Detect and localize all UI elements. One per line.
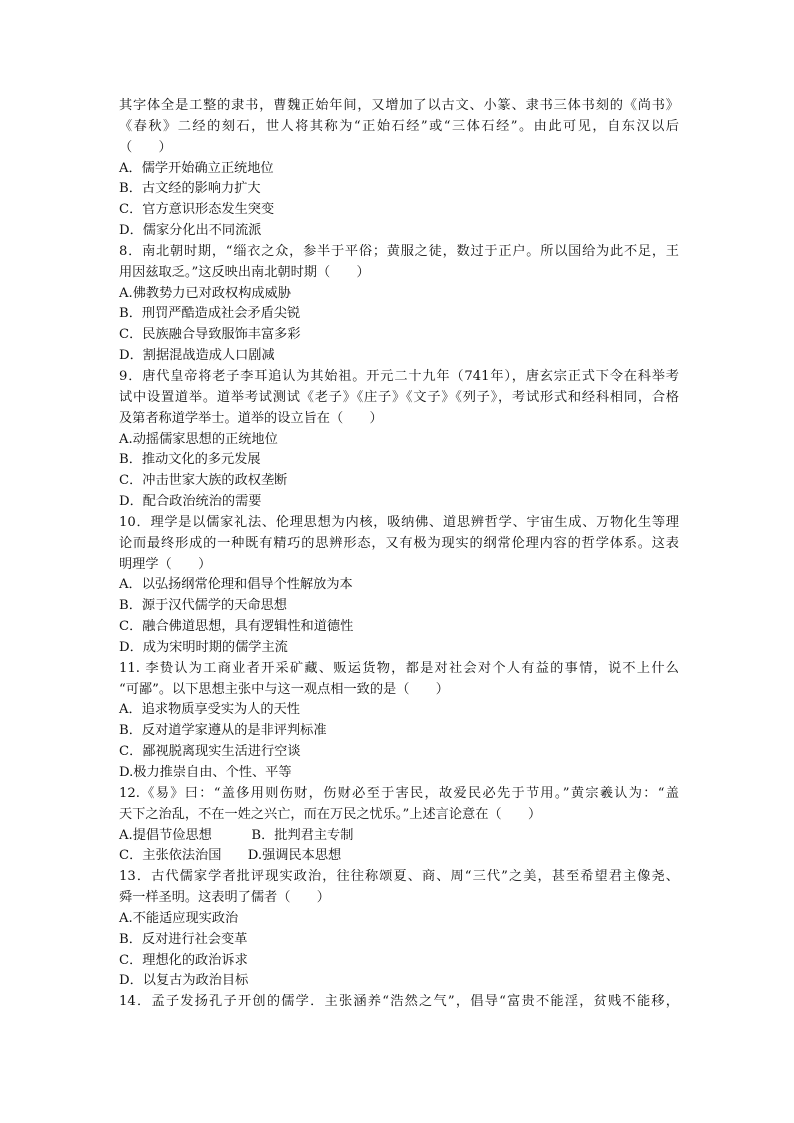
text-line: A.动摇儒家思想的正统地位	[119, 431, 278, 447]
text-line: 论而最终形成的一种既有精巧的思辨形态，又有极为现实的纲常伦理内容的哲学体系。这表	[119, 535, 679, 551]
text-line: B．推动文化的多元发展	[119, 452, 261, 468]
text-line: 11. 李贽认为工商业者开采矿藏、贩运货物，都是对社会对个人有益的事情，说不上什么	[119, 660, 679, 676]
text-line: B．刑罚严酷造成社会矛盾尖锐	[119, 306, 301, 322]
text-line: C．民族融合导致服饰丰富多彩	[119, 327, 301, 343]
text-line: D．配合政治统治的需要	[119, 494, 262, 510]
text-line: 14．孟子发扬孔子开创的儒学．主张涵养“浩然之气”，倡导“富贵不能淫，贫贱不能移，	[119, 994, 679, 1010]
text-line: 试中设置道举。道举考试测试《老子》《庄子》《文子》《列子》，考试形式和经科相同，合格	[119, 389, 679, 405]
text-line: 《春秋》二经的刻石，世人将其称为“正始石经”或“三体石经”。由此可见，自东汉以后	[119, 118, 679, 134]
text-line: B．反对道学家遵从的是非评判标准	[119, 723, 327, 739]
text-line: B．源于汉代儒学的天命思想	[119, 598, 287, 614]
text-line: D．儒家分化出不同流派	[119, 223, 262, 239]
text-line: 10．理学是以儒家礼法、伦理思想为内核，吸纳佛、道思辨哲学、宇宙生成、万物化生等理	[119, 514, 679, 530]
text-line: 舜一样圣明。这表明了儒者（ ）	[119, 890, 330, 906]
text-line: A.不能适应现实政治	[119, 910, 239, 926]
text-line: 12.《易》曰：“盖侈用则伤财，伤财必至于害民，故爱民必先于节用。”黄宗羲认为：“盖	[119, 785, 679, 801]
text-line: 8．南北朝时期，“缁衣之众，参半于平俗；黄服之徒，数过于正户。所以国给为此不足，王	[119, 243, 679, 259]
text-line: 及第者称道学举士。道举的设立旨在（ ）	[119, 410, 383, 426]
text-line: A．儒学开始确立正统地位	[119, 160, 274, 176]
text-line: “可鄙”。以下思想主张中与这一观点相一致的是（ ）	[119, 681, 449, 697]
text-line: C．冲击世家大族的政权垄断	[119, 473, 288, 489]
text-line: D．割据混战造成人口剧减	[119, 348, 275, 364]
text-line: 明理学（ ）	[119, 556, 212, 572]
text-line: C．鄙视脱离现实生活进行空谈	[119, 744, 301, 760]
text-line: C．官方意识形态发生突变	[119, 202, 275, 218]
text-line: A.提倡节俭思想 B．批判君主专制	[119, 827, 354, 843]
text-line: C．主张依法治国 D.强调民本思想	[119, 848, 342, 864]
text-line: D．成为宋明时期的儒学主流	[119, 639, 288, 655]
text-line: 13．古代儒家学者批评现实政治，往往称颂夏、商、周“三代”之美，甚至希望君主像尧、	[119, 869, 679, 885]
text-line: A．追求物质享受实为人的天性	[119, 702, 300, 718]
text-line: A.佛教势力已对政权构成威胁	[119, 285, 291, 301]
text-line: B．古文经的影响力扩大	[119, 181, 261, 197]
text-line: 天下之治乱，不在一姓之兴亡，而在万民之忧乐。”上述言论意在（ ）	[119, 806, 542, 822]
text-line: C．融合佛道思想，具有逻辑性和道德性	[119, 619, 354, 635]
text-line: 其字体全是工整的隶书，曹魏正始年间，又增加了以古文、小篆、隶书三体书刻的《尚书》	[119, 98, 679, 113]
text-line: B．反对进行社会变革	[119, 931, 248, 947]
text-line: 9．唐代皇帝将老子李耳追认为其始祖。开元二十九年（741年），唐玄宗正式下令在科举考	[119, 368, 679, 384]
text-line: （ ）	[119, 139, 172, 155]
text-line: D．以复古为政治目标	[119, 973, 249, 989]
text-line: 用因兹取乏。”这反映出南北朝时期（ ）	[119, 264, 370, 280]
text-line: A．以弘扬纲常伦理和倡导个性解放为本	[119, 577, 353, 593]
text-line: D.极力推崇自由、个性、平等	[119, 765, 292, 780]
text-line: C．理想化的政治诉求	[119, 952, 248, 968]
document-page	[119, 96, 679, 1013]
